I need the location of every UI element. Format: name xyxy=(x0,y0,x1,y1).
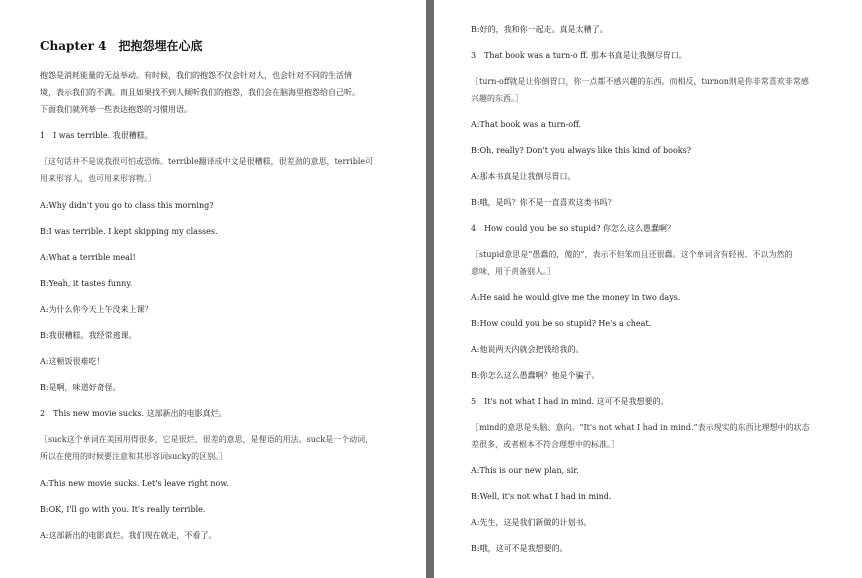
chapter-title: Chapter 4 把抱怨埋在心底 xyxy=(40,39,203,53)
right-top-line: B:好的，我和你一起走。真是太糟了。 xyxy=(471,25,608,34)
item5-note-line-1: ［mind的意思是头脑、意向。“It's not what I had in mind.”表示现实的东西比理想中的状态 xyxy=(471,423,810,432)
item1-dialogue-5: A:为什么你今天上午没来上课？ xyxy=(40,305,153,314)
item5-heading: 5 It's not what I had in mind. 这可不是我想要的。 xyxy=(471,397,669,406)
item3-note-line-2: 兴趣的东西。］ xyxy=(471,94,523,103)
item5-dialogue-4: B:哦，这可不是我想要的。 xyxy=(471,544,568,553)
right-page xyxy=(434,0,862,578)
item2-note-line-2: 所以在使用的时候要注意和其形容词sucky的区别。］ xyxy=(40,452,228,461)
item1-dialogue-2: B:I was terrible. I kept skipping my classes. xyxy=(40,227,218,236)
item1-dialogue-8: B:是啊，味道好奇怪。 xyxy=(40,383,121,392)
item4-dialogue-3: A:他说两天内就会把钱给我的。 xyxy=(471,345,584,354)
item2-heading: 2 This new movie sucks. 这部新出的电影真烂。 xyxy=(40,409,227,418)
item4-note-line-2: 意味，用于责备别人。］ xyxy=(471,267,555,276)
item2-note-line-1: ［suck这个单词在美国用得很多，它是很烂、很差的意思，是俚语的用法。suck是一个动词， xyxy=(40,435,374,444)
left-page xyxy=(0,0,426,578)
item3-dialogue-1: A:That book was a turn-off. xyxy=(471,120,582,129)
item4-dialogue-4: B:你怎么这么愚蠢啊？他是个骗子。 xyxy=(471,371,600,380)
item2-dialogue-3: A:这部新出的电影真烂。我们现在就走，不看了。 xyxy=(40,531,217,540)
item3-dialogue-3: A:那本书真是让我倒尽胃口。 xyxy=(471,172,576,181)
item4-heading: 4 How could you be so stupid? 你怎么这么愚蠢啊？ xyxy=(471,224,675,233)
item1-heading: 1 I was terrible. 我很糟糕。 xyxy=(40,131,153,140)
item4-dialogue-1: A:He said he would give me the money in two days. xyxy=(471,293,681,302)
item3-dialogue-4: B:哦，是吗？你不是一直喜欢这类书吗？ xyxy=(471,198,616,207)
page-gap xyxy=(426,0,434,578)
intro-line-3: 下面我们就列举一些表达抱怨的习惯用语。 xyxy=(40,105,192,114)
item4-dialogue-2: B:How could you be so stupid? He's a cheat. xyxy=(471,319,652,328)
item1-dialogue-7: A:这顿饭很难吃！ xyxy=(40,357,105,366)
intro-line-2: 境，表示我们的不满。而且如果找不到人倾听我们的抱怨，我们会在脑海里抱怨给自己听。 xyxy=(40,88,360,97)
item2-dialogue-2: B:OK, I'll go with you. It's really terrible. xyxy=(40,505,206,514)
item3-heading: 3 That book was a turn-o ff. 那本书真是让我倒尽胃口。 xyxy=(471,51,687,60)
item5-note-line-2: 差很多，或者根本不符合理想中的标准。］ xyxy=(471,440,619,449)
item1-dialogue-4: B:Yeah, it tastes funny. xyxy=(40,279,133,288)
item4-note-line-1: ［stupid意思是“愚蠢的，傻的”，表示不但笨而且还很蠢。这个单词含有轻视、不以为然的 xyxy=(471,250,793,259)
item1-note-line-1: ［这句话并不是说我很可怕或恐怖。terrible翻译成中文是很糟糕，很差劲的意思，terrible可 xyxy=(40,157,374,166)
item2-dialogue-1: A:This new movie sucks. Let's leave right now. xyxy=(40,479,229,488)
item3-note-line-1: ［turn-off就是让你倒胃口，你一点都不感兴趣的东西。而相反，turnon则是你非常喜欢非常感 xyxy=(471,77,809,86)
intro-line-1: 抱怨是消耗能量的无益举动。有时候，我们的抱怨不仅会针对人，也会针对不同的生活情 xyxy=(40,71,352,80)
item5-dialogue-1: A:This is our new plan, sir. xyxy=(471,466,579,475)
item1-dialogue-1: A:Why didn't you go to class this morning? xyxy=(40,201,214,210)
item5-dialogue-2: B:Well, it's not what I had in mind. xyxy=(471,492,612,501)
item5-dialogue-3: A:先生，这是我们新做的计划书。 xyxy=(471,518,592,527)
item1-dialogue-3: A:What a terrible meal! xyxy=(40,253,136,262)
item3-dialogue-2: B:Oh, really? Don't you always like this kind of books? xyxy=(471,146,692,155)
item1-dialogue-6: B:我很糟糕。我经常逃课。 xyxy=(40,331,137,340)
item1-note-line-2: 用来形容人，也可用来形容物。］ xyxy=(40,174,156,183)
